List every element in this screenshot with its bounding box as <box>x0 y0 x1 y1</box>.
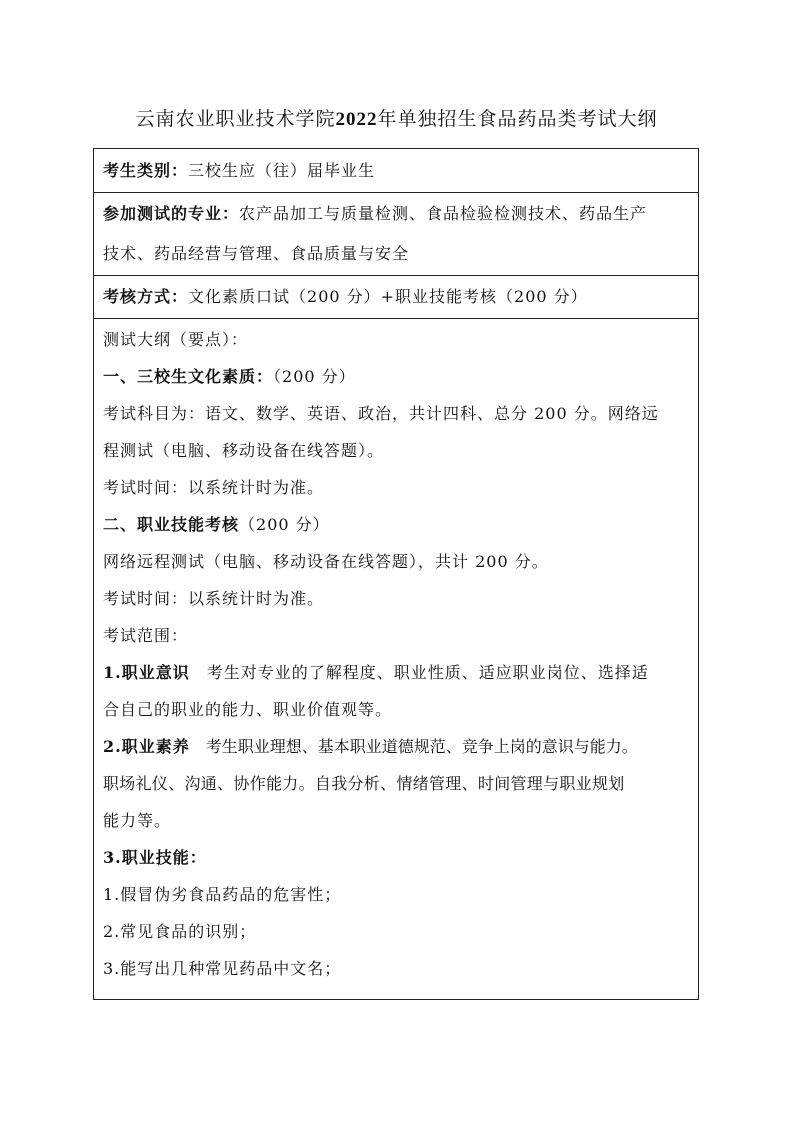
document-title <box>0 104 793 131</box>
point1-text: 考生对专业的了解程度、职业性质、适应职业岗位、选择适 <box>189 663 649 682</box>
point1-title: 1.职业意识 <box>103 663 190 682</box>
scope-label: 考试范围： <box>103 626 189 645</box>
row-method <box>94 276 699 319</box>
section1-title: 一、三校生文化素质： <box>103 367 274 386</box>
point2-text: 考生职业理想、基本职业道德规范、竞争上岗的意识与能力。 <box>189 737 638 756</box>
outline-table <box>93 148 699 1000</box>
section2-time: 考试时间：以系统计时为准。 <box>103 589 325 608</box>
method-value: 文化素质口试（200 分）+职业技能考核（200 分） <box>188 287 588 306</box>
skill-item: 2.常见食品的识别； <box>103 922 257 941</box>
outline-heading: 测试大纲（要点）： <box>103 330 249 349</box>
point2-text-end: 能力等。 <box>103 811 172 830</box>
point1-text-cont: 合自己的职业的能力、职业价值观等。 <box>103 700 393 719</box>
section2-score: （200 分） <box>239 515 330 534</box>
majors-value: 农产品加工与质量检测、食品检验检测技术、药品生产 <box>239 204 648 223</box>
point3-title: 3.职业技能： <box>103 848 207 867</box>
title-text: 云南农业职业技术学院 <box>135 108 336 130</box>
category-value: 三校生应（往）届毕业生 <box>188 161 376 180</box>
section2-text: 网络远程测试（电脑、移动设备在线答题），共计 200 分。 <box>103 552 549 571</box>
title-year: 2022 <box>335 109 378 130</box>
section2-title: 二、职业技能考核 <box>103 515 240 534</box>
skill-item: 1.假冒伪劣食品药品的危害性； <box>103 885 342 904</box>
title-text-end: 年单独招生食品药品类考试大纲 <box>377 108 658 130</box>
skill-item: 3.能写出几种常见药品中文名； <box>103 959 342 978</box>
section1-text-cont: 程测试（电脑、移动设备在线答题）。 <box>103 441 385 460</box>
row-category <box>94 149 699 193</box>
point2-text-cont: 职场礼仪、沟通、协作能力。自我分析、情绪管理、时间管理与职业规划 <box>103 774 625 793</box>
row-majors <box>94 193 699 276</box>
section1-time: 考试时间：以系统计时为准。 <box>103 478 325 497</box>
majors-value-cont: 技术、药品经营与管理、食品质量与安全 <box>103 244 410 263</box>
point2-title: 2.职业素养 <box>103 737 190 756</box>
section1-score: （200 分） <box>273 367 356 386</box>
method-label: 考核方式： <box>103 287 189 306</box>
section1-text: 考试科目为：语文、数学、英语、政治，共计四科、总分 200 分。网络远 <box>103 404 659 423</box>
majors-label: 参加测试的专业： <box>103 204 240 223</box>
row-outline <box>94 319 699 1000</box>
category-label: 考生类别： <box>103 161 189 180</box>
